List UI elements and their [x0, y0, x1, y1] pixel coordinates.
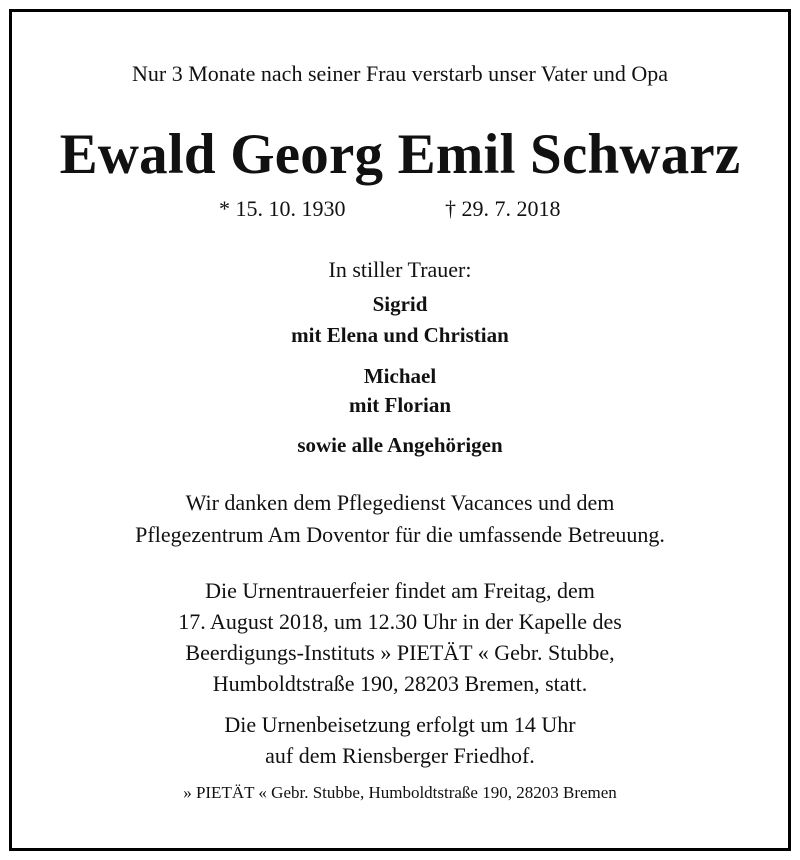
funeral-line: 17. August 2018, um 12.30 Uhr in der Kapelle des: [178, 609, 622, 634]
mourner-line: mit Elena und Christian: [291, 323, 509, 347]
intro-text: Nur 3 Monate nach seiner Frau verstarb unser Vater und Opa: [132, 61, 668, 86]
thanks-line: Wir danken dem Pflegedienst Vacances und dem: [185, 490, 615, 515]
obituary-notice: [9, 9, 791, 851]
funeral-line: Beerdigungs-Instituts » PIETÄT « Gebr. Stubbe,: [185, 640, 615, 665]
funeral-line: Die Urnentrauerfeier findet am Freitag, dem: [205, 578, 595, 603]
mourner-line: Sigrid: [372, 292, 428, 316]
funeral-line: Humboldtstraße 190, 28203 Bremen, statt.: [212, 671, 588, 696]
thanks-line: Pflegezentrum Am Doventor für die umfassende Betreuung.: [135, 522, 665, 547]
mourner-line: Michael: [363, 364, 437, 388]
burial-line: Die Urnenbeisetzung erfolgt um 14 Uhr: [224, 712, 576, 737]
death-date: † 29. 7. 2018: [445, 196, 561, 221]
deceased-name: Ewald Georg Emil Schwarz: [59, 123, 741, 186]
mourning-label: In stiller Trauer:: [328, 257, 472, 282]
birth-date: * 15. 10. 1930: [219, 196, 346, 221]
burial-line: auf dem Riensberger Friedhof.: [265, 743, 535, 768]
mourner-line: mit Florian: [348, 393, 452, 417]
mourner-line: sowie alle Angehörigen: [297, 433, 503, 457]
funeral-home-footer: » PIETÄT « Gebr. Stubbe, Humboldtstraße 190, 28203 Bremen: [183, 783, 617, 802]
